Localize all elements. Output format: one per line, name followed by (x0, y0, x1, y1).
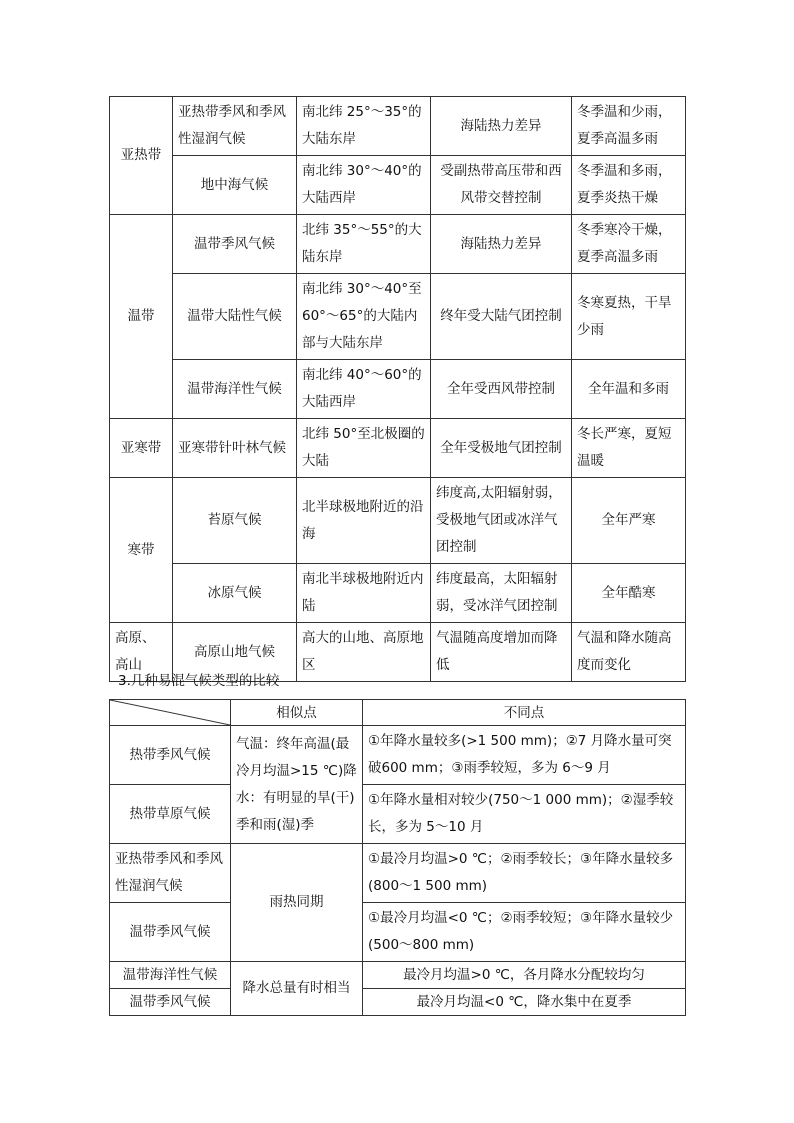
header-similar: 相似点 (231, 700, 363, 726)
climate-cell: 高原山地气候 (173, 623, 297, 682)
distribution-cell: 南北半球极地附近内陆 (297, 564, 431, 623)
cause-cell: 海陆热力差异 (431, 97, 572, 156)
distribution-cell: 北纬 50°至北极圈的大陆 (297, 419, 431, 478)
table-row (110, 156, 686, 215)
table-row (110, 903, 686, 962)
feature-cell: 全年严寒 (572, 478, 686, 564)
climate-cell: 亚热带季风和季风性湿润气候 (173, 97, 297, 156)
zone-cell: 温带 (110, 215, 173, 419)
comparison-table (109, 699, 686, 1016)
cause-cell: 海陆热力差异 (431, 215, 572, 274)
header-different: 不同点 (363, 700, 686, 726)
climate-cell: 温带季风气候 (110, 989, 231, 1016)
difference-cell: ①年降水量较多(>1 500 mm)；②7 月降水量可突破600 mm；③雨季较短，多为 6～9 月 (363, 726, 686, 785)
climate-cell: 亚寒带针叶林气候 (173, 419, 297, 478)
diagonal-line (110, 700, 230, 725)
climate-cell: 温带海洋性气候 (173, 360, 297, 419)
table-row (110, 274, 686, 360)
zone-cell: 亚寒带 (110, 419, 173, 478)
distribution-cell: 南北纬 40°～60°的大陆西岸 (297, 360, 431, 419)
cause-cell: 全年受西风带控制 (431, 360, 572, 419)
climate-cell: 温带季风气候 (110, 903, 231, 962)
table-row (110, 97, 686, 156)
difference-cell: ①年降水量相对较少(750～1 000 mm)；②湿季较长，多为 5～10 月 (363, 785, 686, 844)
table-row (110, 962, 686, 989)
distribution-cell: 高大的山地、高原地区 (297, 623, 431, 682)
similar-cell: 雨热同期 (231, 844, 363, 962)
distribution-cell: 南北纬 30°～40°至60°～65°的大陆内部与大陆东岸 (297, 274, 431, 360)
similar-cell: 气温：终年高温(最冷月均温>15 ℃)降水：有明显的旱(干)季和雨(湿)季 (231, 726, 363, 844)
table-row (110, 478, 686, 564)
table-row (110, 215, 686, 274)
climate-cell: 冰原气候 (173, 564, 297, 623)
table-row (110, 989, 686, 1016)
zone-cell: 亚热带 (110, 97, 173, 215)
climate-cell: 温带大陆性气候 (173, 274, 297, 360)
climate-types-table (109, 96, 686, 682)
climate-cell: 苔原气候 (173, 478, 297, 564)
distribution-cell: 南北纬 30°～40°的大陆西岸 (297, 156, 431, 215)
feature-cell: 冬季温和少雨，夏季高温多雨 (572, 97, 686, 156)
climate-cell: 亚热带季风和季风性湿润气候 (110, 844, 231, 903)
cause-cell: 受副热带高压带和西风带交替控制 (431, 156, 572, 215)
distribution-cell: 北纬 35°～55°的大陆东岸 (297, 215, 431, 274)
feature-cell: 冬长严寒，夏短温暖 (572, 419, 686, 478)
difference-cell: ①最冷月均温<0 ℃；②雨季较短；③年降水量较少(500～800 mm) (363, 903, 686, 962)
diagonal-header-cell (110, 700, 231, 726)
feature-cell: 气温和降水随高度而变化 (572, 623, 686, 682)
difference-cell: 最冷月均温<0 ℃，降水集中在夏季 (363, 989, 686, 1016)
difference-cell: ①最冷月均温>0 ℃；②雨季较长；③年降水量较多(800～1 500 mm) (363, 844, 686, 903)
table-row (110, 564, 686, 623)
cause-cell: 纬度高,太阳辐射弱，受极地气团或冰洋气团控制 (431, 478, 572, 564)
table-row (110, 844, 686, 903)
table-row (110, 785, 686, 844)
distribution-cell: 南北纬 25°～35°的大陆东岸 (297, 97, 431, 156)
zone-cell: 寒带 (110, 478, 173, 623)
cause-cell: 终年受大陆气团控制 (431, 274, 572, 360)
table-row (110, 419, 686, 478)
climate-cell: 地中海气候 (173, 156, 297, 215)
cause-cell: 气温随高度增加而降低 (431, 623, 572, 682)
feature-cell: 冬季温和多雨，夏季炎热干燥 (572, 156, 686, 215)
cause-cell: 全年受极地气团控制 (431, 419, 572, 478)
feature-cell: 冬寒夏热，干旱少雨 (572, 274, 686, 360)
climate-cell: 温带海洋性气候 (110, 962, 231, 989)
cause-cell: 纬度最高，太阳辐射弱，受冰洋气团控制 (431, 564, 572, 623)
climate-cell: 温带季风气候 (173, 215, 297, 274)
table-row (110, 726, 686, 785)
section-heading: 3.几种易混气候类型的比较 (118, 673, 280, 689)
zone-cell: 高原、高山 (110, 623, 173, 682)
similar-cell: 降水总量有时相当 (231, 962, 363, 1016)
feature-cell: 全年温和多雨 (572, 360, 686, 419)
distribution-cell: 北半球极地附近的沿海 (297, 478, 431, 564)
climate-cell: 热带季风气候 (110, 726, 231, 785)
feature-cell: 冬季寒冷干燥，夏季高温多雨 (572, 215, 686, 274)
table-row (110, 360, 686, 419)
table-header-row (110, 700, 686, 726)
difference-cell: 最冷月均温>0 ℃，各月降水分配较均匀 (363, 962, 686, 989)
climate-cell: 热带草原气候 (110, 785, 231, 844)
feature-cell: 全年酷寒 (572, 564, 686, 623)
